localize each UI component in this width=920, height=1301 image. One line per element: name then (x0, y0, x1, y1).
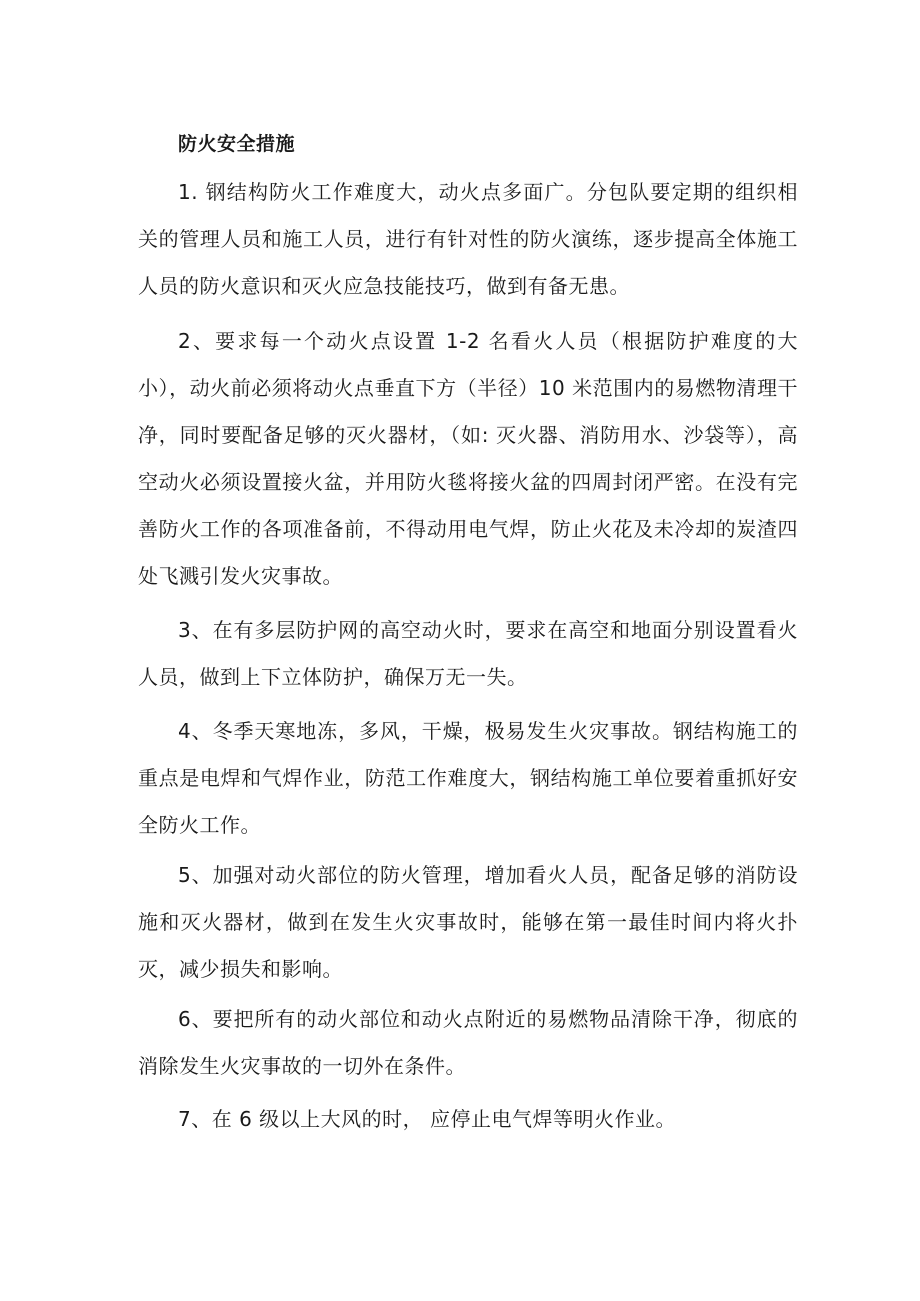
paragraph-1: 1. 钢结构防火工作难度大，动火点多面广。分包队要定期的组织相关的管理人员和施工人员，进行有针对性的防火演练，逐步提高全体施工人员的防火意识和灭火应急技能技巧，做到有备无患。 (138, 180, 798, 298)
paragraph-7: 7、在 6 级以上大风的时， 应停止电气焊等明火作业。 (178, 1107, 677, 1131)
paragraph-6: 6、要把所有的动火部位和动火点附近的易燃物品清除干净，彻底的消除发生火灾事故的一切外在条件。 (138, 1007, 798, 1078)
document-title: 防火安全措施 (178, 133, 296, 155)
paragraph-4: 4、冬季天寒地冻，多风，干燥，极易发生火灾事故。钢结构施工的重点是电焊和气焊作业，防范工作难度大，钢结构施工单位要着重抓好安全防火工作。 (138, 719, 798, 837)
paragraph-5: 5、加强对动火部位的防火管理，增加看火人员，配备足够的消防设施和灭火器材，做到在发生火灾事故时，能够在第一最佳时间内将火扑灭，减少损失和影响。 (138, 863, 798, 981)
paragraph-2: 2、要求每一个动火点设置 1-2 名看火人员（根据防护难度的大小），动火前必须将动火点垂直下方（半径）10 米范围内的易燃物清理干净，同时要配备足够的灭火器材，（如: 灭火器、消防用水、沙袋等），高空动火必须设置接火盆，并用防火毯将接火盆的四周封闭严密。在没有完善防火工作的各项准备前，不得动用电气焊，防止火花及未冷却的炭渣四处飞溅引发火灾事故。 (138, 329, 798, 588)
paragraph-3: 3、在有多层防护网的高空动火时，要求在高空和地面分别设置看火人员，做到上下立体防护，确保万无一失。 (138, 618, 798, 689)
